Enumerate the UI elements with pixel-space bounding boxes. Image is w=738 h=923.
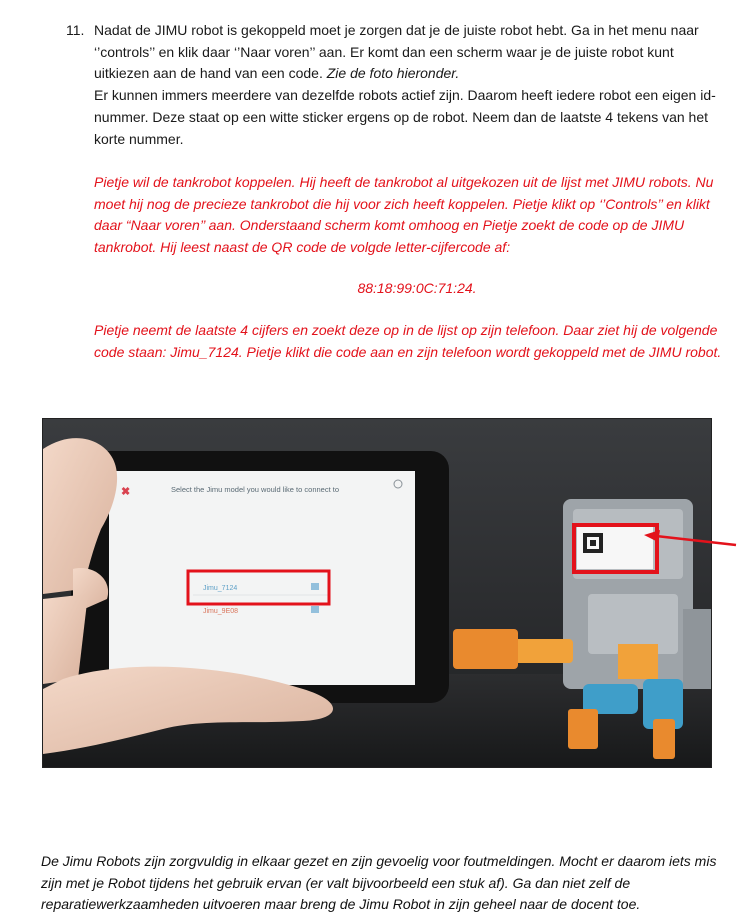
step-text-second: Er kunnen immers meerdere van dezelfde robots actief zijn. Daarom heeft iedere robot een eigen id-nummer. Deze staat op een witte sticker ergens op de robot. Neem dan de laatste 4 tekens van het korte nummer. [94, 87, 716, 147]
tablet-prompt: Select the Jimu model you would like to connect to [171, 485, 340, 494]
signal-icon [311, 606, 319, 613]
step-number: 11. [66, 22, 85, 38]
example-paragraph-2: Pietje neemt de laatste 4 cijfers en zoekt deze op in de lijst op zijn telefoon. Daar ziet hij de volgende code staan: Jimu_7124. Pietje klikt die code aan en zijn telefoon wordt gekoppeld met de JIMU robot. [94, 322, 722, 360]
arrow-icon [640, 528, 738, 558]
step-photo-reference: Zie de foto hieronder. [326, 65, 460, 82]
tablet [71, 451, 449, 703]
step-text: Nadat de JIMU robot is gekoppeld moet je zorgen dat je de juiste robot hebt. Ga in het menu naar ‘’controls’’ en klik daar ‘’Naar voren’’ aan. Er komt dan een scherm waar je de juiste robot kunt uitkiezen aan de hand van een code. [94, 22, 699, 82]
footer-note: De Jimu Robots zijn zorgvuldig in elkaar gezet en zijn gevoelig voor foutmeldingen. Mocht er daarom iets mis zijn met je Robot tijdens het gebruik ervan (er valt bijvoorbeeld een stuk af). Ga dan niet zelf de reparatiewerkzaamheden uitvoeren maar breng de Jimu Robot in zijn geheel naar de docent toe. [41, 853, 717, 913]
tablet-robot-photo [42, 418, 712, 768]
example-paragraph-1: Pietje wil de tankrobot koppelen. Hij heeft de tankrobot al uitgekozen uit de lijst met JIMU robots. Nu moet hij nog de precieze tankrobot die hij voor zich heeft koppelen. Pietje klikt op ‘’Controls’’ en klikt daar “Naar voren’’ aan. Onderstaand scherm komt omhoog en Pietje zoekt de code op de JIMU tankrobot. Hij leest naast de QR code de volgde letter-cijfercode af: [94, 174, 714, 256]
device-item-1: Jimu_7124 [203, 585, 238, 592]
device-item-2: Jimu_9E08 [203, 608, 239, 615]
photo-illustration [43, 419, 712, 768]
robot-code: 88:18:99:0C:71:24. [357, 280, 477, 296]
signal-icon [311, 583, 319, 590]
step-instructions [94, 20, 724, 150]
close-icon: ✖ [121, 486, 131, 498]
